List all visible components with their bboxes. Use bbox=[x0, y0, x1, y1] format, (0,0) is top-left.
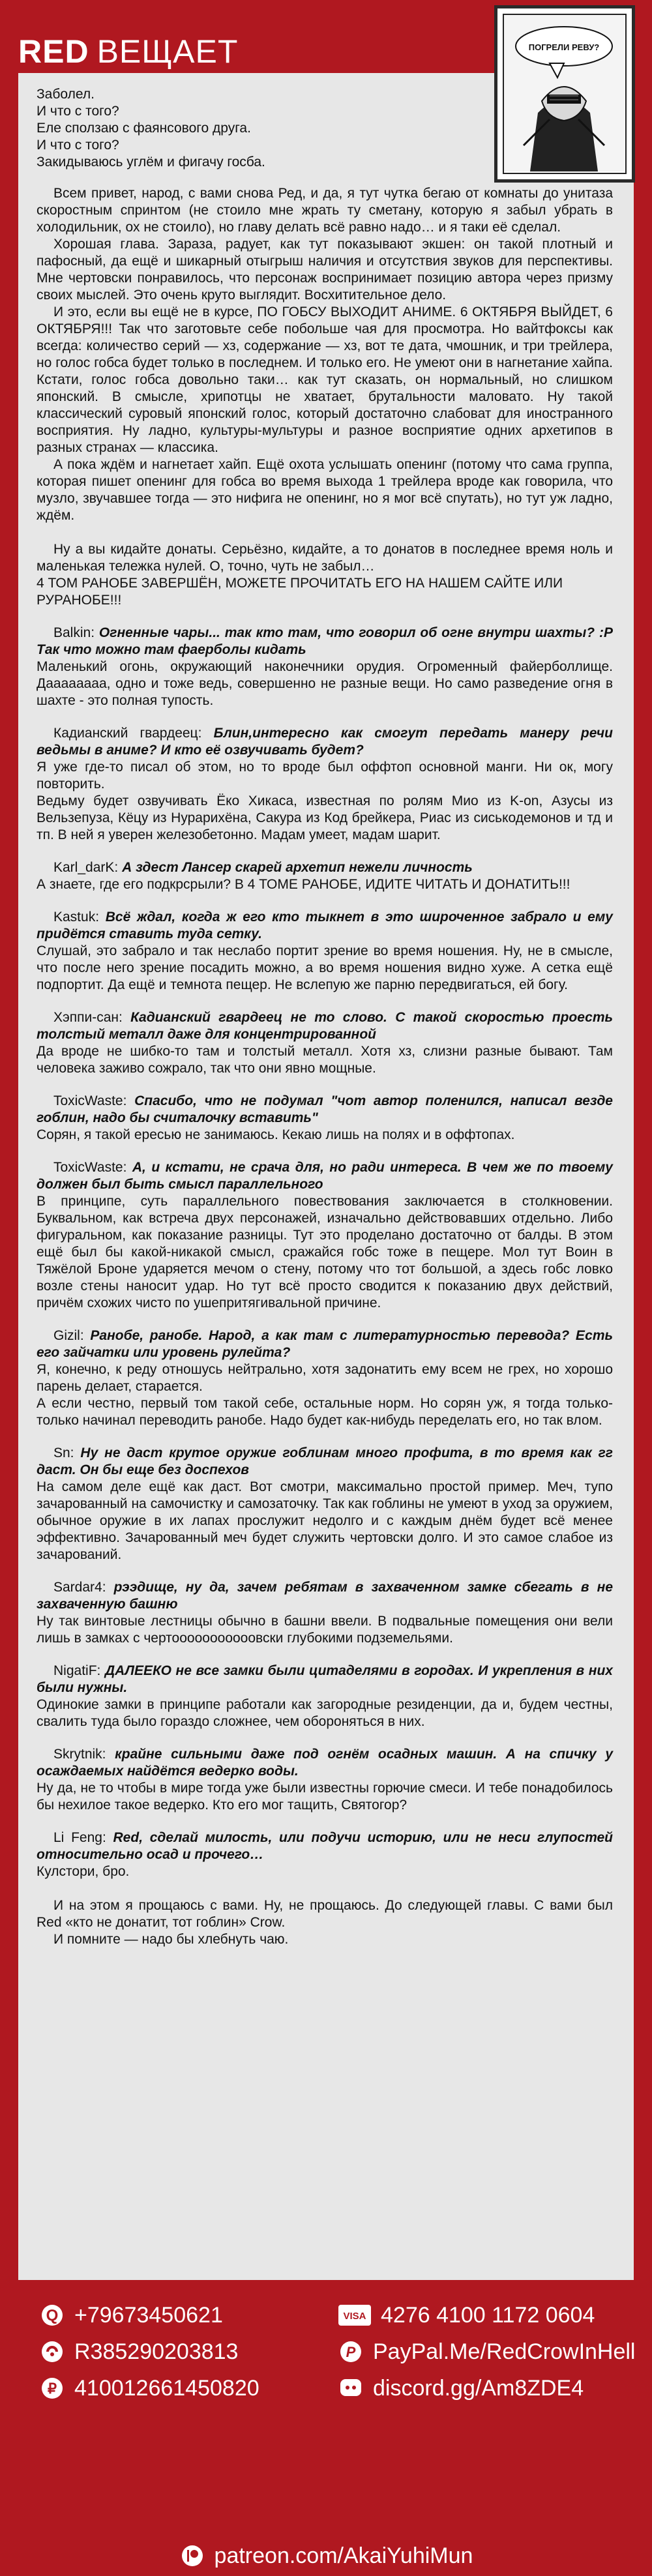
question-text: Ну не даст крутое оружие гоблинам много профита, в то время как гг даст. Он бы еще без доспехов bbox=[37, 1445, 613, 1477]
commenter-name: Balkin: bbox=[53, 625, 95, 640]
question-line bbox=[37, 1579, 613, 1613]
answer-text: А знаете, где его подкрсрыли? В 4 ТОМЕ РАНОБЕ, ИДИТЕ ЧИТАТЬ И ДОНАТИТЬ!!! bbox=[37, 877, 570, 892]
answer-text: Да вроде не шибко-то там и толстый металл. Хотя хз, слизни разные бывают. Там человека заживо сожрало, так что они явно мощные. bbox=[37, 1044, 613, 1076]
qa-block bbox=[37, 725, 613, 844]
qa-block bbox=[37, 859, 613, 893]
patreon-link: patreon.com/AkaiYuhiMun bbox=[214, 2543, 473, 2568]
question-text: Red, сделай милость, или подучи историю, или не неси глупостей относительно осад и прочего… bbox=[37, 1830, 613, 1862]
body-paragraph: Хорошая глава. Зараза, радует, как тут показывают экшен: он такой плотный и пафосный, да ещё и шикарный отыгрыш наличия и отсутствия звуков для перспективы. Мне чертовски понравилось, что персонаж воспринимает позицию автора через призму своих мыслей. Это очень круто выглядит. Восхитительное дело. bbox=[37, 237, 613, 303]
commenter-name: Sardar4: bbox=[53, 1580, 106, 1595]
question-line bbox=[37, 1009, 613, 1043]
visa-icon bbox=[338, 2302, 372, 2328]
qa-block bbox=[37, 1746, 613, 1814]
svg-text:VISA: VISA bbox=[343, 2311, 366, 2322]
qa-block bbox=[37, 1093, 613, 1144]
footer-card[interactable] bbox=[338, 2300, 595, 2331]
question-line bbox=[37, 725, 613, 759]
question-line bbox=[37, 1829, 613, 1863]
answer-text: Слушай, это забрало и так неслабо портит зрение во время ношения. Ну, не в смысле, что после него зрение посадить можно, а во время ношения видно хуже. А сетка ещё подпортит. Да ещё и темнота пещер. Не вслепую же парню передвигаться, ей богу. bbox=[37, 943, 613, 992]
intro-line: Еле сползаю с фаянсового друга. bbox=[37, 121, 251, 136]
outro-paragraph: И на этом я прощаюсь с вами. Ну, не прощаюсь. До следующей главы. С вами был Red «кто не донатит, тот гоблин» Crow. bbox=[37, 1898, 613, 1930]
mascot-frame bbox=[494, 5, 635, 183]
question-line bbox=[37, 1093, 613, 1127]
commenter-name: Li Feng: bbox=[53, 1830, 106, 1845]
commenter-name: Karl_darK: bbox=[53, 860, 119, 875]
logo-title: ВЕЩАЕТ bbox=[96, 33, 239, 70]
footer-phone[interactable] bbox=[39, 2300, 223, 2331]
footer-paypal[interactable] bbox=[338, 2336, 636, 2367]
donate-paragraph: Ну а вы кидайте донаты. Серьёзно, кидайте, а то донатов в последнее время ноль и маленькая тележка нулей. О, точно, чуть не забыл… bbox=[37, 542, 613, 574]
footer-qiwi[interactable] bbox=[39, 2336, 238, 2367]
qa-block bbox=[37, 1579, 613, 1647]
question-line bbox=[37, 859, 613, 876]
intro-lines bbox=[37, 86, 486, 171]
answer-text: Ну да, не то чтобы в мире тогда уже были известны горючие смеси. И тебе понадобилось бы нехилое такое ведерко. Кто его мог тащить, Святогор? bbox=[37, 1781, 613, 1813]
wallet-icon bbox=[39, 2339, 65, 2365]
mascot-bubble-text: ПОГРЕЛИ РЕВУ? bbox=[528, 42, 600, 52]
question-text: Блин,интересно как смогут передать манеру речи ведьмы в аниме? И кто её озвучивать будет? bbox=[37, 726, 613, 758]
commenter-name: ToxicWaste: bbox=[53, 1093, 127, 1108]
footer-patreon[interactable] bbox=[0, 2536, 652, 2576]
svg-text:P: P bbox=[346, 2344, 356, 2360]
question-line bbox=[37, 625, 613, 659]
answer-text: Я, конечно, к реду отношусь нейтрально, хотя задонатить ему всем не грех, но хорошо парень делает, старается. А если честно, первый том такой себе, остальные норм. Но сорян уж, я тогда только-только начинал переводить ранобе. Надо будет как-нибудь переделать его, но так влом. bbox=[37, 1362, 613, 1428]
question-text: А, и кстати, не срача для, но ради интереса. В чем же по твоему должен был быть смысл параллельного bbox=[37, 1160, 613, 1192]
question-line bbox=[37, 1159, 613, 1193]
answer-text: В принципе, суть параллельного повествования заключается в столкновении. Буквальном, как встреча двух персонажей, изначально действовавших отдельно. Либо фигуральном, как показание разницы. Тут это проделано достаточно от балды. В этом ещё был бы какой-никакой смысл, сражайся гобс тоже в пещере. Мол тут Воин в Тяжёлой Броне ударяется мечом о стену, потому что тот большой, а здесь гобс ловко возле стены наносит удар. Но тут всё просто сводится к показанию двух действий, причём схожих чисто по ушепритягивальной причине. bbox=[37, 1194, 613, 1310]
discord-icon bbox=[338, 2375, 364, 2401]
footer-bar bbox=[0, 2280, 652, 2576]
body-paragraph: А пока ждём и нагнетает хайп. Ещё охота услышать опенинг (потому что сама группа, которая пишет опенинг для гобса во время выхода 1 трейлера вроде как говорила, что музло, звучавшее тогда — это нифига не опенинг, но я мог всё спутать), но тут уж ладно, ждём. bbox=[37, 457, 613, 523]
question-text: рээдище, ну да, зачем ребятам в захваченном замке сбегать в не захваченную башню bbox=[37, 1580, 613, 1612]
qiwi-number: R385290203813 bbox=[74, 2339, 239, 2364]
qa-block bbox=[37, 625, 613, 709]
answer-text: Одинокие замки в принципе работали как загородные резиденции, да и, будем честны, свалить туда было гораздо сложнее, чем обороняться в них. bbox=[37, 1697, 613, 1729]
commenter-name: Kastuk: bbox=[53, 910, 100, 925]
commenter-name: Кадианский гвардеец: bbox=[53, 726, 202, 741]
answer-text: Я уже где-то писал об этом, но то вроде был оффтоп основной манги. Ни ок, могу повторить. Ведьму будет озвучивать Ёко Хикаса, известная по ролям Мио из K-on, Азусы из Вельзепуза, Кёцу из Нурарихёна, Сакура из Код брейкера, Риас из сиськодемонов и тд и тп. В ней я уверен железобетонно. Мадам умеет, мадам шарит. bbox=[37, 760, 613, 842]
qa-block bbox=[37, 1159, 613, 1312]
discord-link: discord.gg/Am8ZDE4 bbox=[373, 2375, 584, 2401]
phone-number: +79673450621 bbox=[74, 2302, 223, 2328]
qa-block bbox=[37, 1663, 613, 1730]
mascot-illustration bbox=[503, 14, 627, 174]
svg-text:Q: Q bbox=[46, 2307, 59, 2324]
logo-red: RED bbox=[18, 33, 89, 70]
answer-text: Кулстори, бро. bbox=[37, 1864, 130, 1879]
intro-line: Закидываюсь углём и фигачу госба. bbox=[37, 155, 265, 170]
qa-block bbox=[37, 909, 613, 994]
body-paragraph: Всем привет, народ, с вами снова Ред, и да, я тут чутка бегаю от комнаты до унитаза скоростным спринтом (не стоило мне жрать ту сметану, которую я забыл убрать в холодильник, ох не стоило), но главу делать всё равно надо… и я таки её сделал. bbox=[37, 186, 613, 235]
answer-text: На самом деле ещё как даст. Вот смотри, максимально простой пример. Меч, тупо зачарованный на самочистку и самозаточку. Так как гоблины не умеют в уход за оружием, обычное оружие в их лапах прослужит недолго и с каждым днём будет всё менее эффективно. Зачарованный меч будет служить чертовски долго. И это самое слабое из зачарований. bbox=[37, 1479, 613, 1562]
qa-block bbox=[37, 1829, 613, 1880]
paypal-icon bbox=[338, 2339, 364, 2365]
footer-discord[interactable] bbox=[338, 2373, 584, 2404]
question-text: ДАЛЕЕКО не все замки были цитаделями в городах. И укрепления в них были нужны. bbox=[37, 1663, 613, 1695]
question-line bbox=[37, 909, 613, 943]
question-line bbox=[37, 1327, 613, 1361]
commenter-name: ToxicWaste: bbox=[53, 1160, 127, 1175]
answer-text: Ну так винтовые лестницы обычно в башни ввели. В подвальные помещения они вели лишь в замках с чертооооооооооовски глубокими подземельями. bbox=[37, 1614, 613, 1646]
question-text: Всё ждал, когда ж его кто тыкнет в это широченное забрало и ему придётся ставить туда сетку. bbox=[37, 910, 613, 941]
commenter-name: Skrytnik: bbox=[53, 1747, 106, 1762]
question-text: Спасибо, что не подумал "чот автор поленился, написал везде гоблин, надо бы считалочку вставить" bbox=[37, 1093, 613, 1125]
article-panel bbox=[18, 73, 634, 2280]
card-number: 4276 4100 1172 0604 bbox=[381, 2302, 595, 2328]
body-paragraph: И это, если вы ещё не в курсе, ПО ГОБСУ ВЫХОДИТ АНИМЕ. 6 ОКТЯБРЯ ВЫЙДЕТ, 6 ОКТЯБРЯ!!! Так что заготовьте себе побольше чая для просмотра. Но вайтфоксы как всегда: количество серий — хз, содержание — хз, вот те дата, чмошник, и три трейлера, но голос гобса будет только в последнем. И только его. Не умеют они в нагнетание хайпа. Кстати, голос гобса довольно таки… как тут сказать, он нормальный, но слишком японский. В смысле, хрипотцы не хватает, брутальности маловато. Ну такой классический суровый японский голос, который достаточно слабоват для иностранного восприятия. Ну ладно, культуры-мультуры и разное восприятие одних архетипов в разных странах — классика. bbox=[37, 304, 613, 455]
svg-text:₽: ₽ bbox=[48, 2380, 57, 2397]
announcement: 4 ТОМ РАНОБЕ ЗАВЕРШЁН, МОЖЕТЕ ПРОЧИТАТЬ ЕГО НА НАШЕМ САЙТЕ ИЛИ РУРАНОБЕ!!! bbox=[37, 576, 563, 608]
qa-block bbox=[37, 1327, 613, 1429]
intro-line: И что с того? bbox=[37, 138, 119, 153]
mascot-drawing bbox=[504, 15, 624, 171]
question-line bbox=[37, 1445, 613, 1479]
commenter-name: Sn: bbox=[53, 1445, 74, 1460]
yandex-number: 410012661450820 bbox=[74, 2375, 259, 2401]
site-logo bbox=[18, 33, 238, 70]
phone-icon bbox=[39, 2302, 65, 2328]
qa-list bbox=[37, 625, 613, 1880]
question-text: крайне сильными даже под огнём осадных машин. А на спичку у осаждаемых найдётся ведерко воды. bbox=[37, 1747, 613, 1779]
question-line bbox=[37, 1663, 613, 1696]
question-text: А здест Лансер скарей архетип нежели личность bbox=[122, 860, 473, 875]
outro-line: И помните — надо бы хлебнуть чаю. bbox=[53, 1932, 289, 1947]
commenter-name: Gizil: bbox=[53, 1328, 84, 1343]
patreon-icon bbox=[179, 2543, 205, 2569]
qa-block bbox=[37, 1009, 613, 1077]
paypal-link: PayPal.Me/RedCrowInHell bbox=[373, 2339, 636, 2364]
question-text: Кадианский гвардеец не то слово. С такой скоростью проесть толстый металл даже для концентрированной bbox=[37, 1010, 613, 1042]
qa-block bbox=[37, 1445, 613, 1563]
intro-line: И что с того? bbox=[37, 104, 119, 119]
question-line bbox=[37, 1746, 613, 1780]
intro-line: Заболел. bbox=[37, 87, 95, 102]
footer-yandex[interactable] bbox=[39, 2373, 259, 2404]
yandex-money-icon bbox=[39, 2375, 65, 2401]
commenter-name: Хэппи-сан: bbox=[53, 1010, 123, 1025]
question-text: Огненные чары... так кто там, что говорил об огне внутри шахты? :P Так что можно там фаерболы кидать bbox=[37, 625, 613, 657]
commenter-name: NigatiF: bbox=[53, 1663, 101, 1678]
question-text: Ранобе, ранобе. Народ, а как там с литературностью перевода? Есть его зайчатки или уровень рулейта? bbox=[37, 1328, 613, 1360]
answer-text: Сорян, я такой ересью не занимаюсь. Кекаю лишь на полях и в оффтопах. bbox=[37, 1127, 515, 1142]
answer-text: Маленький огонь, окружающий наконечники орудия. Огроменный файерболлище. Даааааааа, одно и тоже ведь, совершенно не разные вещи. Но само разведение огня в шахте - это полная тупость. bbox=[37, 659, 613, 708]
